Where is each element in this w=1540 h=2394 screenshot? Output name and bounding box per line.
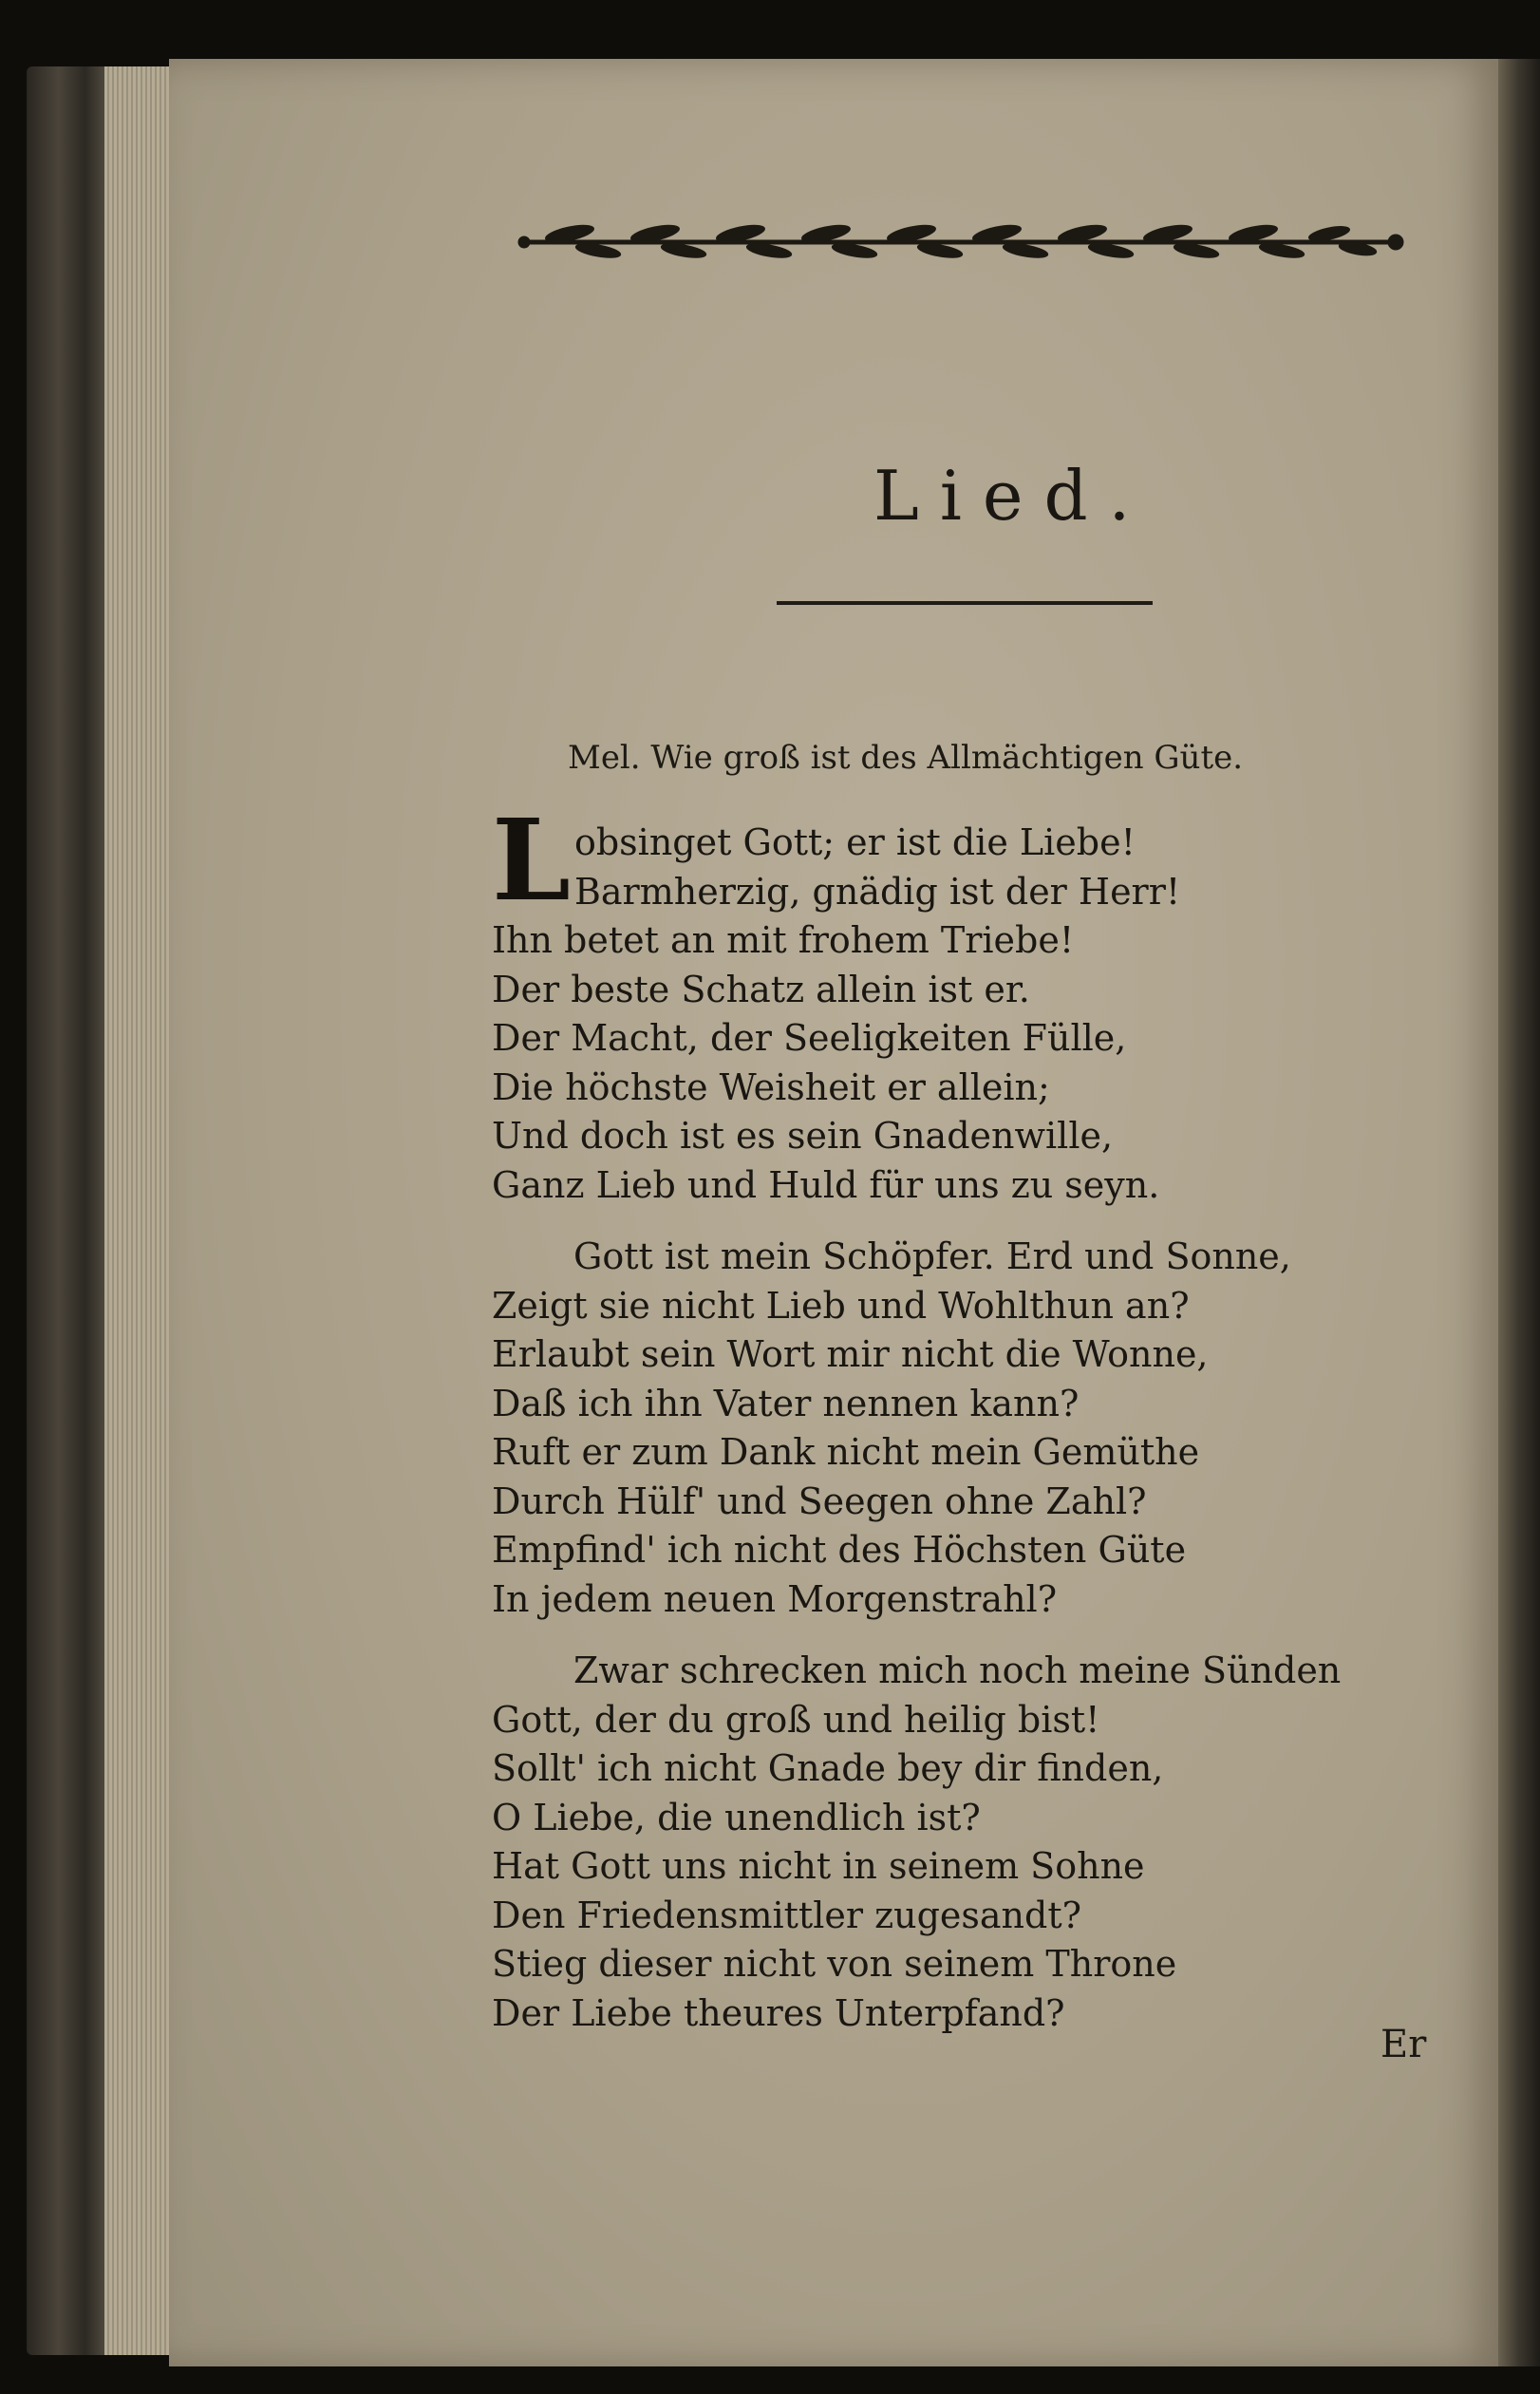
- verse-line: Daß ich ihn Vater nennen kann?: [492, 1382, 1080, 1424]
- verse-line: Empfind' ich nicht des Höchsten Güte: [492, 1529, 1187, 1571]
- verse-line: Ruft er zum Dank nicht mein Gemüthe: [492, 1431, 1200, 1473]
- stanza-2: [492, 1233, 1346, 1624]
- catchword: Er: [1380, 2023, 1427, 2066]
- stanza-1: [492, 794, 1346, 1210]
- book-spine: [1498, 59, 1540, 2366]
- poem: [492, 794, 1346, 2061]
- verse-line: Hat Gott uns nicht in seinem Sohne: [492, 1845, 1145, 1887]
- verse-line: O Liebe, die unendlich ist?: [492, 1796, 981, 1838]
- verse-line: Und doch ist es sein Gnadenwille,: [492, 1115, 1114, 1157]
- verse-line: Der Liebe theures Unterpfand?: [492, 1991, 1065, 2034]
- verse-line: Zeigt sie nicht Lieb und Wohlthun an?: [492, 1284, 1190, 1327]
- page-edges: [104, 66, 171, 2355]
- verse-line: Der beste Schatz allein ist er.: [492, 968, 1030, 1010]
- verse-line: Sollt' ich nicht Gnade bey dir finden,: [492, 1747, 1164, 1789]
- verse-line: Den Friedensmittler zugesandt?: [492, 1894, 1081, 1936]
- verse-line: Barmherzig, gnädig ist der Herr!: [573, 870, 1181, 913]
- ornament-vine: [513, 220, 1415, 264]
- page-title: Lied.: [873, 456, 1152, 536]
- verse-line: In jedem neuen Morgenstrahl?: [492, 1577, 1058, 1620]
- verse-line: Stieg dieser nicht von seinem Throne: [492, 1943, 1177, 1985]
- title-rule: [777, 601, 1153, 605]
- drop-cap: L: [492, 794, 571, 926]
- stanza-3: [492, 1647, 1346, 2038]
- verse-line: Gott, der du groß und heilig bist!: [492, 1698, 1100, 1741]
- verse-line: Der Macht, der Seeligkeiten Fülle,: [492, 1017, 1127, 1059]
- verse-line: Durch Hülf' und Seegen ohne Zahl?: [492, 1480, 1147, 1522]
- verse-line: Ihn betet an mit frohem Triebe!: [492, 919, 1075, 961]
- melody-note: Mel. Wie groß ist des Allmächtigen Güte.: [568, 739, 1244, 777]
- verse-line: Gott ist mein Schöpfer. Erd und Sonne,: [573, 1235, 1291, 1277]
- verse-line: obsinget Gott; er ist die Liebe!: [573, 821, 1136, 863]
- verse-line: Zwar schrecken mich noch meine Sünden: [573, 1649, 1342, 1691]
- verse-line: Ganz Lieb und Huld für uns zu seyn.: [492, 1163, 1160, 1206]
- verse-line: Die höchste Weisheit er allein;: [492, 1065, 1050, 1108]
- verse-line: Erlaubt sein Wort mir nicht die Wonne,: [492, 1333, 1209, 1375]
